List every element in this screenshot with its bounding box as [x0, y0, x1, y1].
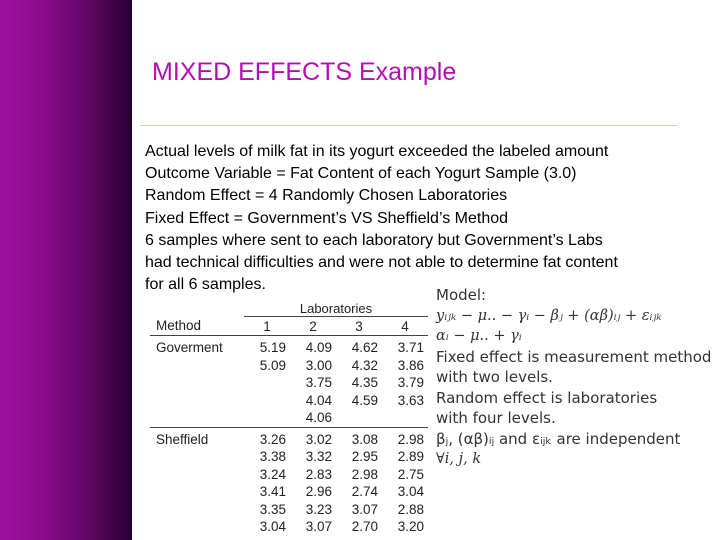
table-cell: 2.89 [397, 449, 424, 465]
table-cell: 3.02 [290, 427, 336, 448]
table-cell: 4.62 [351, 340, 378, 356]
method-cell: Sheffield [150, 427, 244, 448]
table-cell: 4.59 [351, 392, 378, 408]
body-line: Outcome Variable = Fat Content of each Yogurt Sample (3.0) [145, 165, 577, 183]
table-cell: 2.75 [397, 466, 424, 482]
body-line: Fixed Effect = Government’s VS Sheffield’s Method [145, 209, 509, 227]
body-line: Random Effect = 4 Randomly Chosen Laboratories [145, 187, 508, 205]
model-text: with two levels. [436, 368, 553, 386]
table-cell: 3.04 [259, 519, 286, 535]
body-line: 6 samples where sent to each laboratory but Government’s Labs [145, 231, 603, 249]
model-text: Fixed effect is measurement method [436, 347, 712, 366]
table-row [150, 357, 428, 375]
model-heading: Model: [436, 286, 487, 304]
table-row [150, 336, 428, 357]
table-cell [382, 409, 428, 427]
table-row [150, 466, 428, 484]
table-cell: 4.06 [305, 410, 332, 426]
model-equation: αᵢ − μ.. + γᵢ [436, 328, 522, 344]
table-cell: 2.98 [382, 427, 428, 448]
fat-content-table [150, 300, 428, 536]
slide-body [145, 141, 690, 296]
table-column-header-row [150, 317, 428, 336]
table-cell: 3.35 [259, 501, 286, 517]
table-cell: 3.23 [305, 501, 332, 517]
table-cell: 2.70 [351, 519, 378, 535]
table-cell [244, 392, 290, 410]
table-cell: 2.88 [397, 501, 424, 517]
body-line: Actual levels of milk fat in its yogurt exceeded the labeled amount [145, 143, 609, 160]
table-cell: 3.41 [259, 484, 286, 500]
table-cell: 3.04 [397, 484, 424, 500]
lab-header: 3 [336, 317, 382, 336]
table-row [150, 518, 428, 536]
table-row [150, 448, 428, 466]
table-cell: 3.26 [244, 427, 290, 448]
table-cell: 2.74 [351, 484, 378, 500]
table-cell: 4.09 [305, 340, 332, 356]
table-cell: 2.83 [305, 466, 332, 482]
table-cell: 2.98 [351, 466, 378, 482]
table-cell: 4.35 [351, 375, 378, 391]
body-line: for all 6 samples. [145, 276, 266, 294]
table-cell: 3.38 [259, 449, 286, 465]
table-row [150, 501, 428, 519]
table-cell: 3.79 [397, 375, 424, 391]
method-header: Method [150, 317, 244, 336]
table-group-header-row [150, 300, 428, 317]
slide-title: MIXED EFFECTS Example [152, 58, 457, 86]
method-cell: Goverment [156, 340, 223, 356]
table-cell: 3.75 [305, 375, 332, 391]
table-cell [244, 409, 290, 427]
table-cell: 5.19 [259, 340, 286, 356]
table-cell: 3.07 [351, 501, 378, 517]
lab-header: 4 [382, 317, 428, 336]
sidebar-gradient [0, 0, 132, 540]
model-description [436, 285, 716, 470]
table-cell: 2.96 [305, 484, 332, 500]
body-line: had technical difficulties and were not able to determine fat content [145, 254, 618, 272]
table-cell: 3.32 [305, 449, 332, 465]
table-row [150, 409, 428, 427]
lab-header: 2 [290, 317, 336, 336]
table-cell: 3.00 [305, 357, 332, 373]
table-cell: 3.71 [397, 340, 424, 356]
table-cell: 3.63 [397, 392, 424, 408]
model-text: with four levels. [436, 409, 556, 427]
table-row [150, 392, 428, 410]
table-cell [244, 374, 290, 392]
table-cell: 5.09 [259, 357, 286, 373]
model-equation: ∀i, j, k [436, 451, 482, 467]
title-divider [140, 125, 677, 126]
table-cell [336, 409, 382, 427]
table-cell: 3.20 [397, 519, 424, 535]
laboratories-header: Laboratories [244, 300, 428, 317]
table-cell: 3.24 [259, 466, 286, 482]
table-cell: 3.07 [305, 519, 332, 535]
table-cell: 4.32 [351, 357, 378, 373]
lab-header: 1 [244, 317, 290, 336]
table-row [150, 374, 428, 392]
model-text: βⱼ, (αβ)ᵢⱼ and εᵢⱼₖ are independent [436, 429, 681, 448]
table-row [150, 483, 428, 501]
model-equation: yᵢⱼₖ − μ.. − γᵢ − βⱼ + (αβ)ᵢⱼ + εᵢⱼₖ [436, 307, 662, 324]
table-cell: 4.04 [305, 392, 332, 408]
model-text: Random effect is laboratories [436, 388, 658, 407]
table-cell: 2.95 [351, 449, 378, 465]
table-row [150, 427, 428, 448]
table-cell: 3.08 [336, 427, 382, 448]
table-cell: 3.86 [397, 357, 424, 373]
